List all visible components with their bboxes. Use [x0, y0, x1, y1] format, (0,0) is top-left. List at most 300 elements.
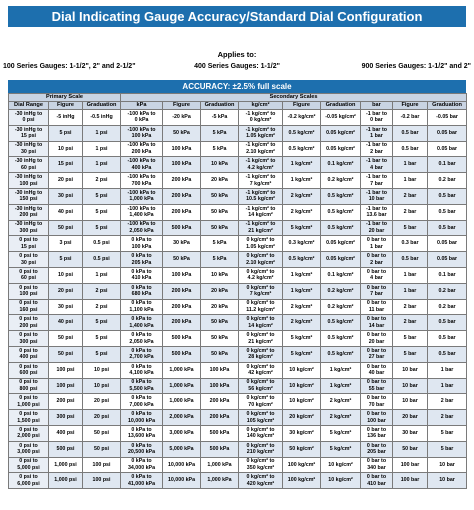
primary-scale-header: Primary Scale — [9, 94, 121, 102]
table-cell: 20 kPa — [201, 173, 239, 189]
table-cell: 0 bar to 100 bar — [361, 410, 393, 426]
table-cell: 0 kg/cm² to 70 kg/cm² — [239, 394, 283, 410]
table-cell: 20 psi — [83, 394, 121, 410]
table-cell: 2 bar — [428, 410, 467, 426]
column-header: Figure — [49, 102, 83, 110]
table-cell: -1 bar to 13.6 bar — [361, 204, 393, 220]
table-cell: 10 bar — [393, 378, 428, 394]
table-cell: 50 kPa — [201, 188, 239, 204]
table-cell: 5 bar — [393, 220, 428, 236]
table-cell: 5 psi — [83, 315, 121, 331]
table-cell: 2 kg/cm² — [283, 315, 321, 331]
table-cell: 0 psi to 800 psi — [9, 378, 49, 394]
table-cell: 0.05 bar — [428, 125, 467, 141]
table-cell: 5 kg/cm² — [321, 441, 361, 457]
table-cell: 0 kPa to 4,100 kPa — [121, 362, 163, 378]
table-cell: 10 bar — [393, 362, 428, 378]
table-cell: 0 psi to 2,000 psi — [9, 425, 49, 441]
table-row — [9, 378, 467, 394]
table-cell: 1,000 psi — [49, 473, 83, 489]
table-cell: 1 bar — [428, 362, 467, 378]
table-cell: -100 kPa to 700 kPa — [121, 173, 163, 189]
table-cell: 1,000 kPa — [163, 362, 201, 378]
table-cell: 10 kPa — [201, 157, 239, 173]
table-cell: 0 kPa to 410 kPa — [121, 267, 163, 283]
table-cell: 200 kPa — [163, 204, 201, 220]
table-cell: 0 kPa to 13,600 kPa — [121, 425, 163, 441]
table-cell: 0 kPa to 680 kPa — [121, 283, 163, 299]
table-cell: -1 bar to 7 bar — [361, 173, 393, 189]
table-cell: 0.2 kg/cm² — [321, 283, 361, 299]
table-cell: 0 bar to 40 bar — [361, 362, 393, 378]
table-cell: 10 kg/cm² — [321, 457, 361, 473]
secondary-scales-header: Secondary Scales — [121, 94, 467, 102]
table-cell: -0.05 bar — [428, 110, 467, 126]
table-cell: 0 kPa to 5,500 kPa — [121, 378, 163, 394]
table-cell: 0.5 psi — [83, 252, 121, 268]
table-cell: 100 kPa — [163, 267, 201, 283]
table-cell: 400 psi — [49, 425, 83, 441]
table-row — [9, 236, 467, 252]
table-cell: 100 psi — [83, 473, 121, 489]
table-cell: 2,000 kPa — [163, 410, 201, 426]
table-cell: 15 psi — [49, 157, 83, 173]
table-cell: 20 psi — [49, 283, 83, 299]
table-cell: 30 psi — [49, 299, 83, 315]
column-header: Figure — [393, 102, 428, 110]
table-cell: -1 kg/cm² to 21 kg/cm² — [239, 220, 283, 236]
table-cell: 0.5 kg/cm² — [321, 346, 361, 362]
table-cell: 100 kPa — [201, 378, 239, 394]
table-cell: 0 kPa to 10,000 kPa — [121, 410, 163, 426]
table-cell: 0.5 kg/cm² — [321, 220, 361, 236]
table-cell: 0 bar to 136 bar — [361, 425, 393, 441]
table-cell: 2 kg/cm² — [283, 204, 321, 220]
table-cell: 0 psi to 200 psi — [9, 315, 49, 331]
table-cell: 5 psi — [83, 346, 121, 362]
table-row — [9, 110, 467, 126]
table-cell: 1,000 kPa — [201, 457, 239, 473]
table-cell: 0.5 bar — [393, 252, 428, 268]
table-cell: 200 kPa — [201, 394, 239, 410]
table-cell: 40 psi — [49, 315, 83, 331]
table-cell: 200 kPa — [163, 315, 201, 331]
table-cell: 1,000 kPa — [201, 473, 239, 489]
table-cell: 10 psi — [83, 362, 121, 378]
table-cell: 1 bar — [393, 283, 428, 299]
table-cell: -1 bar to 4 bar — [361, 157, 393, 173]
table-cell: 5 bar — [428, 441, 467, 457]
table-cell: -30 inHg to 30 psi — [9, 141, 49, 157]
table-cell: 0.5 bar — [428, 315, 467, 331]
table-cell: 2 psi — [83, 283, 121, 299]
table-cell: 0 kg/cm² to 28 kg/cm² — [239, 346, 283, 362]
table-cell: 1 bar — [393, 173, 428, 189]
table-cell: 0.5 bar — [428, 331, 467, 347]
table-cell: 200 kPa — [163, 299, 201, 315]
table-row — [9, 441, 467, 457]
table-cell: -1 bar to 10 bar — [361, 188, 393, 204]
table-cell: 0 kPa to 34,000 kPa — [121, 457, 163, 473]
table-cell: 1 psi — [83, 125, 121, 141]
table-cell: 0 kg/cm² to 42 kg/cm² — [239, 362, 283, 378]
page-title: Dial Indicating Gauge Accuracy/Standard Dial Configuration — [8, 6, 466, 27]
table-cell: 5 psi — [83, 204, 121, 220]
dial-configuration-table — [8, 93, 467, 489]
table-row — [9, 425, 467, 441]
table-cell: 50 psi — [49, 331, 83, 347]
table-cell: 0 kg/cm² to 56 kg/cm² — [239, 378, 283, 394]
accuracy-banner: ACCURACY: ±2.5% full scale — [8, 80, 466, 93]
table-cell: 10 kg/cm² — [283, 362, 321, 378]
table-row — [9, 394, 467, 410]
column-header: Figure — [163, 102, 201, 110]
table-cell: 500 psi — [49, 441, 83, 457]
table-cell: 50 kPa — [201, 331, 239, 347]
table-cell: 0 kg/cm² to 2.10 kg/cm² — [239, 252, 283, 268]
table-row — [9, 173, 467, 189]
table-cell: 100 kPa — [163, 157, 201, 173]
table-cell: 0.1 bar — [428, 267, 467, 283]
table-cell: 1 psi — [83, 267, 121, 283]
table-cell: -1 kg/cm² to 4.2 kg/cm² — [239, 157, 283, 173]
table-row — [9, 267, 467, 283]
table-cell: 0.1 bar — [428, 157, 467, 173]
table-cell: 20 kg/cm² — [283, 410, 321, 426]
table-cell: 1,000 psi — [49, 457, 83, 473]
table-row — [9, 188, 467, 204]
series-100-label: 100 Series Gauges: 1-1/2", 2" and 2-1/2" — [3, 63, 136, 70]
table-cell: 10 bar — [393, 394, 428, 410]
table-cell: 10 bar — [428, 457, 467, 473]
table-cell: -1 kg/cm² to 1.05 kg/cm² — [239, 125, 283, 141]
table-cell: 0 kg/cm² to 1.05 kg/cm² — [239, 236, 283, 252]
table-cell: 1 psi — [83, 157, 121, 173]
table-cell: 5 psi — [83, 188, 121, 204]
table-cell: -1 bar to 20 bar — [361, 220, 393, 236]
column-header: kg/cm² — [239, 102, 283, 110]
table-cell: 0.5 bar — [428, 188, 467, 204]
table-cell: 0.2 kg/cm² — [321, 299, 361, 315]
table-cell: -0.2 bar — [393, 110, 428, 126]
table-cell: 50 psi — [49, 220, 83, 236]
table-cell: 1 bar — [393, 157, 428, 173]
table-row — [9, 283, 467, 299]
table-cell: 5 bar — [428, 425, 467, 441]
table-cell: -30 inHg to 15 psi — [9, 125, 49, 141]
column-header: kPa — [121, 102, 163, 110]
table-cell: 0.5 bar — [428, 204, 467, 220]
table-cell: 100 psi — [49, 362, 83, 378]
table-cell: 0 kPa to 100 kPa — [121, 236, 163, 252]
table-cell: 200 kPa — [163, 283, 201, 299]
table-cell: 200 psi — [49, 394, 83, 410]
table-cell: 1 kg/cm² — [283, 283, 321, 299]
table-row — [9, 473, 467, 489]
table-cell: -100 kPa to 200 kPa — [121, 141, 163, 157]
table-cell: 0 psi to 300 psi — [9, 331, 49, 347]
table-cell: 0 psi to 15 psi — [9, 236, 49, 252]
table-cell: 50 kPa — [201, 315, 239, 331]
table-cell: 0 kg/cm² to 140 kg/cm² — [239, 425, 283, 441]
table-cell: -1 kg/cm² to 10.5 kg/cm² — [239, 188, 283, 204]
table-cell: 0 bar to 27 bar — [361, 346, 393, 362]
table-cell: 0 kg/cm² to 4.2 kg/cm² — [239, 267, 283, 283]
column-header: Dial Range — [9, 102, 49, 110]
table-cell: 0.1 kg/cm² — [321, 157, 361, 173]
table-cell: 0 bar to 14 bar — [361, 315, 393, 331]
series-400-label: 400 Series Gauges: 1-1/2" — [194, 63, 280, 70]
table-cell: -30 inHg to 0 psi — [9, 110, 49, 126]
table-cell: 5 kg/cm² — [283, 331, 321, 347]
table-cell: 50 kPa — [163, 252, 201, 268]
table-cell: 0 psi to 1,500 psi — [9, 410, 49, 426]
table-cell: 1,000 kPa — [163, 378, 201, 394]
table-cell: 100 kPa — [163, 141, 201, 157]
table-cell: 0.5 bar — [428, 346, 467, 362]
table-cell: 0 bar to 340 bar — [361, 457, 393, 473]
table-cell: 1 kg/cm² — [321, 362, 361, 378]
table-cell: -100 kPa to 2,050 kPa — [121, 220, 163, 236]
table-cell: -30 inHg to 300 psi — [9, 220, 49, 236]
table-cell: 100 psi — [49, 378, 83, 394]
table-cell: 500 kPa — [201, 441, 239, 457]
table-cell: 0.2 bar — [428, 299, 467, 315]
table-cell: 10 psi — [49, 267, 83, 283]
table-cell: -30 inHg to 200 psi — [9, 204, 49, 220]
table-cell: 50 kPa — [201, 204, 239, 220]
table-cell: 30 psi — [49, 188, 83, 204]
table-cell: -30 inHg to 60 psi — [9, 157, 49, 173]
table-cell: -5 kPa — [201, 110, 239, 126]
table-cell: 300 psi — [49, 410, 83, 426]
table-cell: -1 kg/cm² to 2.10 kg/cm² — [239, 141, 283, 157]
table-cell: 0 kPa to 205 kPa — [121, 252, 163, 268]
table-cell: 2 kg/cm² — [283, 299, 321, 315]
column-header: Figure — [283, 102, 321, 110]
table-cell: 2 bar — [393, 204, 428, 220]
table-cell: 2 bar — [393, 188, 428, 204]
table-cell: 50 kg/cm² — [283, 441, 321, 457]
table-row — [9, 362, 467, 378]
table-cell: 0 kg/cm² to 105 kg/cm² — [239, 410, 283, 426]
table-cell: 20 kPa — [201, 299, 239, 315]
table-cell: 0 psi to 5,000 psi — [9, 457, 49, 473]
table-cell: 0.2 bar — [428, 283, 467, 299]
table-cell: 0 kPa to 1,100 kPa — [121, 299, 163, 315]
table-cell: -5 inHg — [49, 110, 83, 126]
table-cell: -1 bar to 0 bar — [361, 110, 393, 126]
table-cell: 5 kPa — [201, 236, 239, 252]
table-cell: 0.3 kg/cm² — [283, 236, 321, 252]
table-cell: 0.05 kg/cm² — [321, 125, 361, 141]
table-cell: 500 kPa — [163, 220, 201, 236]
column-header: Graduation — [321, 102, 361, 110]
table-cell: 0 bar to 205 bar — [361, 441, 393, 457]
table-cell: 0 psi to 3,000 psi — [9, 441, 49, 457]
table-cell: 0.5 bar — [393, 141, 428, 157]
table-cell: 0.5 kg/cm² — [283, 141, 321, 157]
table-cell: 5 psi — [83, 220, 121, 236]
table-cell: 3,000 kPa — [163, 425, 201, 441]
table-cell: -100 kPa to 0 kPa — [121, 110, 163, 126]
table-cell: 0 kPa to 2,700 kPa — [121, 346, 163, 362]
table-cell: 2 kg/cm² — [321, 410, 361, 426]
table-cell: 0 psi to 400 psi — [9, 346, 49, 362]
table-cell: 1 psi — [83, 141, 121, 157]
column-header: Graduation — [428, 102, 467, 110]
applies-to-label: Applies to: — [217, 50, 257, 59]
table-cell: 0 bar to 70 bar — [361, 394, 393, 410]
table-cell: 100 kg/cm² — [283, 473, 321, 489]
table-cell: 0 bar to 1 bar — [361, 236, 393, 252]
table-cell: 10,000 kPa — [163, 473, 201, 489]
table-row — [9, 346, 467, 362]
table-cell: -20 kPa — [163, 110, 201, 126]
table-cell: -1 kg/cm² to 7 kg/cm² — [239, 173, 283, 189]
series-900-label: 900 Series Gauges: 1-1/2" and 2" — [361, 63, 471, 70]
table-cell: 5 psi — [83, 331, 121, 347]
table-row — [9, 315, 467, 331]
table-cell: 10 kPa — [201, 267, 239, 283]
table-cell: 0.2 bar — [428, 173, 467, 189]
table-cell: -1 bar to 2 bar — [361, 141, 393, 157]
table-cell: 2 bar — [428, 394, 467, 410]
table-cell: 50 psi — [49, 346, 83, 362]
table-cell: 0 bar to 11 bar — [361, 299, 393, 315]
table-cell: 0.5 kg/cm² — [321, 188, 361, 204]
table-cell: 0 kg/cm² to 7 kg/cm² — [239, 283, 283, 299]
table-cell: 200 kPa — [163, 188, 201, 204]
table-cell: 5 kPa — [201, 125, 239, 141]
table-cell: 0 bar to 20 bar — [361, 331, 393, 347]
table-cell: 100 psi — [83, 457, 121, 473]
table-row — [9, 220, 467, 236]
table-cell: 2 bar — [393, 299, 428, 315]
table-row — [9, 252, 467, 268]
table-cell: 20 kPa — [201, 283, 239, 299]
table-cell: 50 psi — [83, 441, 121, 457]
table-cell: 0 psi to 160 psi — [9, 299, 49, 315]
table-cell: -0.05 kg/cm² — [321, 110, 361, 126]
table-cell: 50 kPa — [201, 220, 239, 236]
table-cell: 0 bar to 55 bar — [361, 378, 393, 394]
table-cell: 5 kPa — [201, 252, 239, 268]
table-cell: -100 kPa to 100 kPa — [121, 125, 163, 141]
table-cell: 2 psi — [83, 299, 121, 315]
table-cell: 0.05 kg/cm² — [321, 236, 361, 252]
column-header: bar — [361, 102, 393, 110]
table-cell: 0.1 kg/cm² — [321, 267, 361, 283]
table-cell: 50 kPa — [201, 346, 239, 362]
table-cell: 0 kPa to 20,500 kPa — [121, 441, 163, 457]
table-cell: 5 psi — [49, 252, 83, 268]
table-cell: 0.5 kg/cm² — [283, 125, 321, 141]
table-cell: 50 kPa — [163, 125, 201, 141]
table-cell: 200 kPa — [201, 410, 239, 426]
column-header: Graduation — [201, 102, 239, 110]
table-cell: 5 bar — [393, 331, 428, 347]
table-cell: 20 psi — [49, 173, 83, 189]
table-cell: 500 kPa — [163, 346, 201, 362]
table-cell: 10 psi — [49, 141, 83, 157]
table-cell: -30 inHg to 100 psi — [9, 173, 49, 189]
table-row — [9, 457, 467, 473]
table-cell: 0 kPa to 7,000 kPa — [121, 394, 163, 410]
table-cell: 500 kPa — [163, 331, 201, 347]
table-cell: 200 kPa — [163, 173, 201, 189]
table-cell: -100 kPa to 400 kPa — [121, 157, 163, 173]
table-cell: 40 psi — [49, 204, 83, 220]
table-cell: 100 kPa — [201, 362, 239, 378]
table-cell: 10 kg/cm² — [321, 473, 361, 489]
table-cell: 30 kPa — [163, 236, 201, 252]
table-cell: 5 bar — [393, 346, 428, 362]
table-cell: -100 kPa to 1,000 kPa — [121, 188, 163, 204]
table-cell: 30 bar — [393, 425, 428, 441]
table-row — [9, 141, 467, 157]
table-cell: 0.5 psi — [83, 236, 121, 252]
table-cell: 0.2 kg/cm² — [321, 173, 361, 189]
table-cell: 50 psi — [83, 425, 121, 441]
table-cell: 100 bar — [393, 457, 428, 473]
table-cell: 0.05 bar — [428, 141, 467, 157]
table-cell: 10,000 kPa — [163, 457, 201, 473]
table-cell: 0 kPa to 1,400 kPa — [121, 315, 163, 331]
table-cell: 10 bar — [428, 473, 467, 489]
table-cell: 500 kPa — [201, 425, 239, 441]
table-cell: 0.5 bar — [393, 125, 428, 141]
table-cell: 0 bar to 2 bar — [361, 252, 393, 268]
table-cell: 20 psi — [83, 410, 121, 426]
table-cell: 0.5 kg/cm² — [321, 315, 361, 331]
table-row — [9, 157, 467, 173]
table-cell: 1 bar — [428, 378, 467, 394]
table-cell: -1 bar to 1 bar — [361, 125, 393, 141]
table-cell: 0.5 bar — [428, 220, 467, 236]
table-cell: 10 kg/cm² — [283, 378, 321, 394]
table-cell: 0.05 bar — [428, 252, 467, 268]
table-cell: 2 psi — [83, 173, 121, 189]
table-cell: 1,000 kPa — [163, 394, 201, 410]
table-cell: 1 kg/cm² — [283, 267, 321, 283]
table-cell: 100 kg/cm² — [283, 457, 321, 473]
table-cell: 5 kg/cm² — [321, 425, 361, 441]
table-cell: -0.2 kg/cm² — [283, 110, 321, 126]
table-cell: -1 kg/cm² to 0 kg/cm² — [239, 110, 283, 126]
table-cell: 1 kg/cm² — [283, 173, 321, 189]
table-row — [9, 204, 467, 220]
table-cell: 0 bar to 4 bar — [361, 267, 393, 283]
table-cell: 0.05 bar — [428, 236, 467, 252]
table-cell: -0.5 inHg — [83, 110, 121, 126]
table-cell: 5 kg/cm² — [283, 346, 321, 362]
table-row — [9, 410, 467, 426]
table-cell: 0.5 kg/cm² — [321, 204, 361, 220]
table-cell: 2 kg/cm² — [283, 188, 321, 204]
table-cell: 1 bar — [393, 267, 428, 283]
table-cell: 0 kPa to 2,050 kPa — [121, 331, 163, 347]
table-cell: 10 kg/cm² — [283, 394, 321, 410]
table-cell: 0 psi to 600 psi — [9, 362, 49, 378]
table-cell: 1 kg/cm² — [321, 378, 361, 394]
table-cell: 0 kg/cm² to 350 kg/cm² — [239, 457, 283, 473]
table-cell: 5,000 kPa — [163, 441, 201, 457]
table-cell: 0 kg/cm² to 11.2 kg/cm² — [239, 299, 283, 315]
table-cell: 5 psi — [49, 125, 83, 141]
table-cell: 0 bar to 410 bar — [361, 473, 393, 489]
table-cell: 3 psi — [49, 236, 83, 252]
